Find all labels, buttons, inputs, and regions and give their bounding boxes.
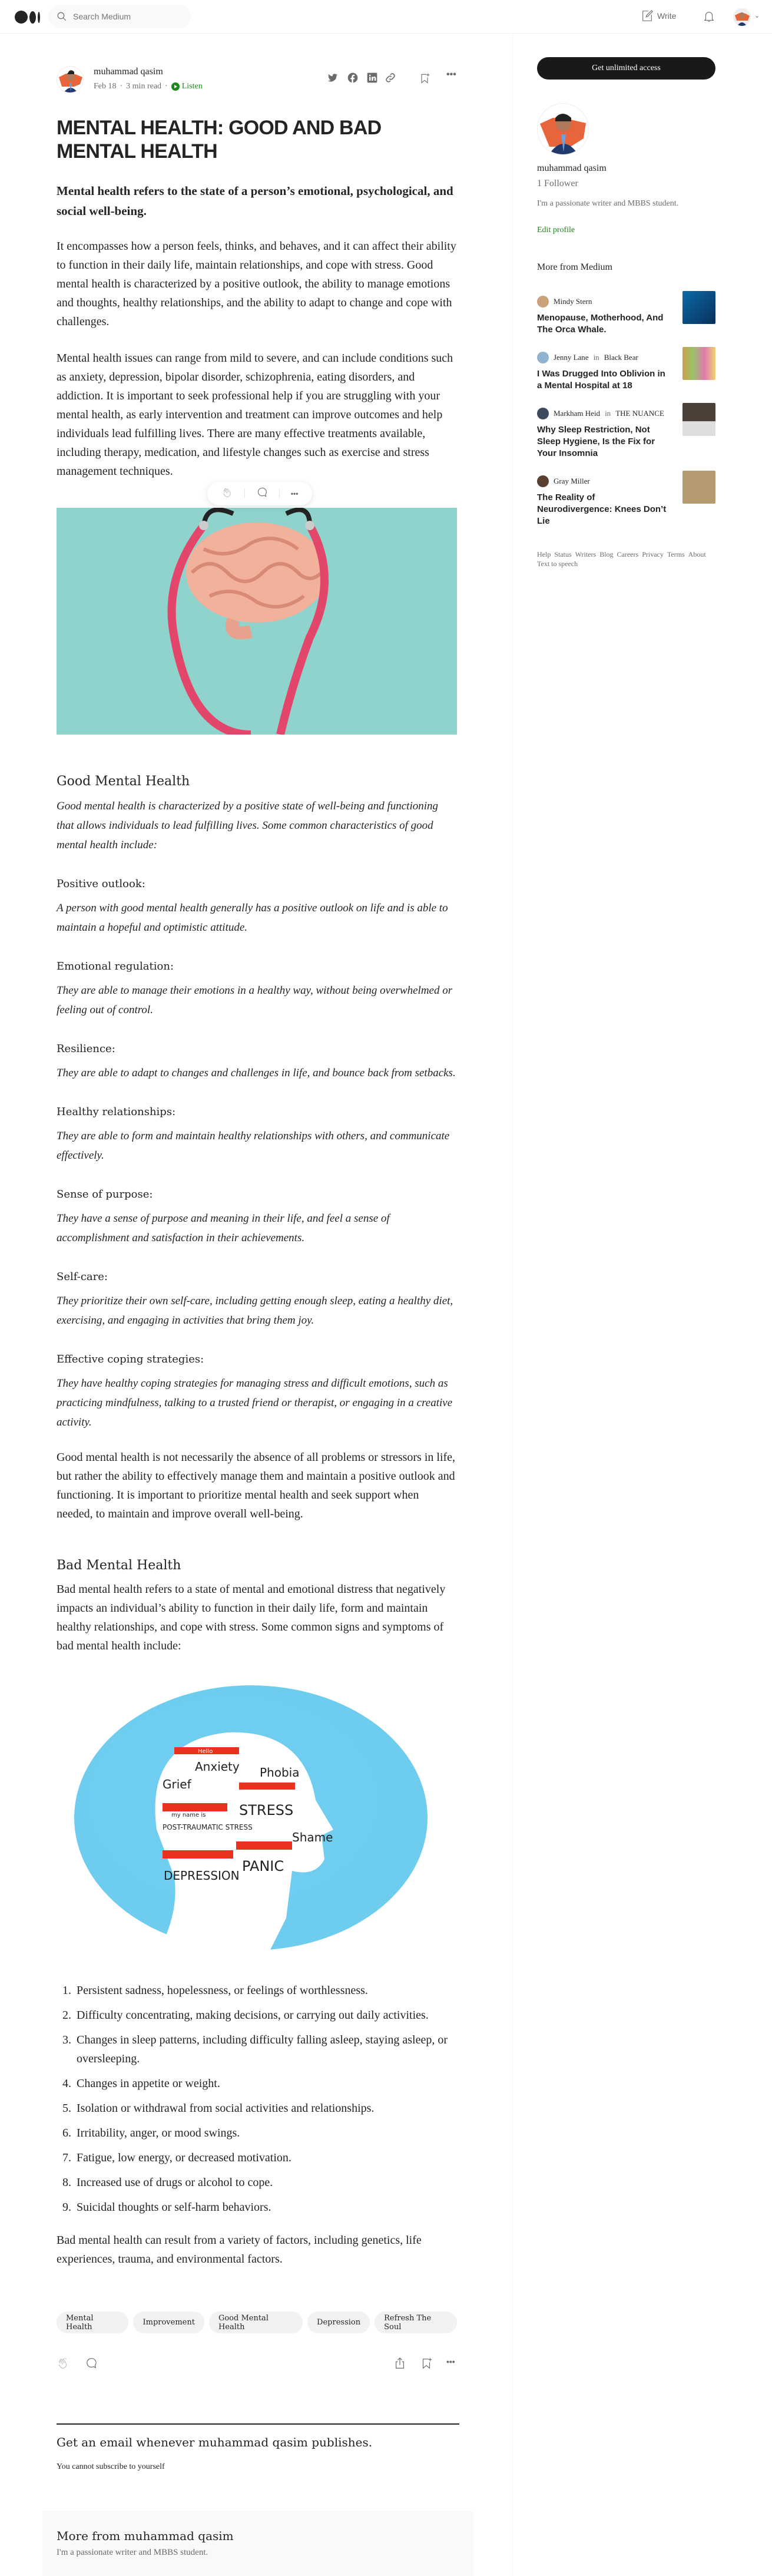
article-actions [57, 2357, 457, 2371]
mental-health-head-image [57, 1682, 457, 1965]
paragraph: Bad mental health refers to a state of mental and emotional distress that negatively impacts an individual’s ability to function in their daily life, form and maintain healthy relationships, and cope with stress. Some common signs and symptoms of bad mental health include: [57, 1583, 446, 1652]
subscribe-note: You cannot subscribe to yourself [57, 2462, 165, 2471]
image-word: Shame [292, 1830, 333, 1844]
trait-text: They are able to adapt to changes and challenges in life, and bounce back from setbacks. [57, 1067, 456, 1079]
more-options-icon[interactable]: ••• [446, 70, 456, 80]
in-label: in [605, 409, 611, 418]
footer-link[interactable]: Blog [599, 550, 614, 558]
trait-text: They prioritize their own self-care, including getting enough sleep, eating a healthy diet, exercising, and engaging in activities that bring them joy. [57, 1295, 453, 1327]
article-meta: Feb 18 · 3 min read · Listen [94, 82, 203, 91]
story-author[interactable]: Mindy Stern [554, 297, 592, 306]
more-from-author [42, 2511, 473, 2576]
footer-link[interactable]: Terms [667, 550, 685, 558]
author-avatar[interactable] [57, 66, 84, 93]
user-avatar[interactable] [733, 8, 751, 26]
italic-paragraph: Good mental health is characterized by a positive state of well-being and functioning that allows individuals to lead fulfilling lives. Some common characteristics of good mental health include: [57, 800, 439, 851]
bookmark-add-icon[interactable] [419, 72, 430, 85]
follower-count[interactable]: 1 Follower [537, 178, 578, 189]
profile-bio: I'm a passionate writer and MBBS student. [537, 199, 679, 208]
clap-icon[interactable] [221, 487, 233, 501]
more-from-author-title[interactable]: More from muhammad qasim [57, 2529, 234, 2543]
story-thumbnail[interactable] [682, 403, 715, 436]
listen-button[interactable] [171, 82, 203, 91]
in-label: in [593, 353, 599, 362]
trait-heading: Emotional regulation: [57, 960, 174, 973]
tag[interactable]: Depression [307, 2312, 370, 2333]
recommended-story[interactable] [537, 352, 716, 392]
list-item: 9. Suicidal thoughts or self-harm behaviors. [74, 2198, 457, 2217]
author-avatar [537, 408, 549, 419]
tag-list [57, 2312, 457, 2333]
good-traits [57, 875, 457, 1432]
bookmark-add-icon[interactable] [420, 2357, 433, 2373]
story-publication[interactable]: THE NUANCE [615, 409, 664, 418]
tag[interactable]: Refresh The Soul [375, 2312, 457, 2333]
author-name[interactable]: muhammad qasim [94, 67, 163, 77]
symptoms-list [57, 1981, 457, 2217]
write-label: Write [657, 11, 677, 21]
share-icon[interactable] [393, 2357, 406, 2373]
read-time: 3 min read [126, 82, 162, 91]
image-word: POST-TRAUMATIC STRESS [163, 1823, 253, 1831]
search-box[interactable] [48, 5, 191, 28]
story-author[interactable]: Gray Miller [554, 477, 590, 485]
list-item: 3. Changes in sleep patterns, including difficulty falling asleep, staying asleep, or oversleeping. [74, 2031, 457, 2068]
divider [279, 489, 280, 498]
trait-heading: Resilience: [57, 1043, 115, 1055]
medium-logo[interactable] [15, 11, 40, 24]
story-thumbnail[interactable] [682, 347, 715, 380]
profile-avatar[interactable] [537, 103, 589, 155]
tag[interactable]: Good Mental Health [209, 2312, 303, 2333]
chevron-down-icon[interactable]: ⌄ [754, 12, 760, 19]
article [57, 34, 457, 2371]
edit-profile-link[interactable]: Edit profile [537, 226, 575, 234]
facebook-icon[interactable] [347, 72, 359, 84]
author-avatar [537, 352, 549, 363]
recommended-story[interactable] [537, 296, 716, 336]
author-avatar [537, 296, 549, 307]
comment-icon[interactable] [85, 2357, 98, 2373]
story-title[interactable]: The Reality of Neurodivergence: Knees Don’t Lie [537, 492, 667, 526]
section-heading: Bad Mental Health [57, 1558, 181, 1573]
write-button[interactable] [641, 9, 676, 22]
paragraph: It encompasses how a person feels, thinks, and behaves, and it can affect their ability to function in their daily life, maintain relationships, and cope with stress. Good mental health is characterized by a positive outlook, the ability to manage emotions and thoughts, healthy relationships, and the ability to adapt to change and cope with challenges. [57, 240, 456, 328]
divider [57, 2423, 459, 2425]
footer-link[interactable]: Careers [617, 550, 639, 558]
write-icon [641, 9, 654, 22]
copy-link-icon[interactable] [385, 72, 396, 84]
story-author[interactable]: Jenny Lane [554, 353, 589, 362]
article-subtitle: Mental health refers to the state of a person’s emotional, psychological, and social well-being. [57, 184, 453, 218]
tag[interactable]: Improvement [133, 2312, 204, 2333]
paragraph: Bad mental health can result from a variety of factors, including genetics, life experiences, trauma, and environmental factors. [57, 2234, 422, 2266]
list-item: 8. Increased use of drugs or alcohol to cope. [74, 2173, 457, 2192]
more-options-icon[interactable]: ••• [446, 2357, 455, 2366]
trait-text: A person with good mental health generally has a positive outlook on life and is able to maintain a hopeful and optimistic attitude. [57, 902, 448, 934]
linkedin-icon[interactable] [366, 72, 378, 84]
story-title[interactable]: I Was Drugged Into Oblivion in a Mental Hospital at 18 [537, 369, 665, 391]
image-word: PANIC [242, 1858, 284, 1874]
play-icon [171, 82, 180, 91]
tag[interactable]: Mental Health [57, 2312, 128, 2333]
listen-label: Listen [181, 82, 203, 91]
image-word: my name is [171, 1812, 206, 1818]
paragraph: Mental health issues can range from mild to severe, and can include conditions such as anxiety, depression, bipolar disorder, schizophrenia, eating disorders, and addiction. It is important to seek professional help if you are struggling with your mental health, as early intervention and treatment can improve outcomes and help individuals lead fulfilling lives. There are many effective treatments available, including therapy, medication, and lifestyle changes such as exercise and stress management techniques. [57, 352, 453, 478]
image-word: Phobia [260, 1765, 300, 1780]
list-item: 4. Changes in appetite or weight. [74, 2074, 457, 2093]
footer-link[interactable]: Text to speech [537, 560, 578, 568]
sidebar-divider [512, 34, 513, 2576]
trait-text: They are able to form and maintain healthy relationships with others, and communicate effectively. [57, 1130, 450, 1162]
footer-links [537, 550, 714, 568]
image-word: Anxiety [195, 1760, 240, 1774]
list-item: 6. Irritability, anger, or mood swings. [74, 2124, 457, 2142]
profile-name[interactable]: muhammad qasim [537, 163, 607, 173]
story-thumbnail[interactable] [682, 471, 715, 504]
trait-heading: Sense of purpose: [57, 1188, 153, 1201]
search-icon [57, 11, 67, 22]
trait-text: They have a sense of purpose and meaning in their life, and feel a sense of accomplishment and satisfaction in their achievements. [57, 1212, 390, 1244]
trait-heading: Positive outlook: [57, 878, 145, 890]
section-heading: Good Mental Health [57, 774, 190, 789]
article-title: MENTAL HEALTH: GOOD AND BAD MENTAL HEALTH [57, 117, 382, 163]
twitter-icon[interactable] [327, 72, 339, 84]
divider [244, 489, 245, 498]
author-avatar [537, 475, 549, 487]
brain-stethoscope-image [57, 508, 457, 735]
get-unlimited-access-button[interactable]: Get unlimited access [537, 57, 715, 80]
trait-text: They are able to manage their emotions in a healthy way, without being overwhelmed or feeling out of control. [57, 984, 453, 1016]
trait-heading: Effective coping strategies: [57, 1353, 204, 1365]
footer-link[interactable]: Writers [575, 550, 597, 558]
publish-date: Feb 18 [94, 82, 117, 91]
story-title[interactable]: Why Sleep Restriction, Not Sleep Hygiene, Is the Fix for Your Insomnia [537, 425, 655, 458]
image-word: Hello [198, 1748, 213, 1755]
story-author[interactable]: Markham Heid [554, 409, 601, 418]
more-from-medium-heading: More from Medium [537, 262, 612, 272]
author-bio: I'm a passionate writer and MBBS student. [57, 2548, 208, 2557]
list-item: 5. Isolation or withdrawal from social activities and relationships. [74, 2099, 457, 2118]
search-input[interactable] [73, 12, 173, 21]
recommended-story[interactable] [537, 408, 716, 459]
footer-link[interactable]: About [688, 550, 706, 558]
subscribe-heading: Get an email whenever muhammad qasim publishes. [57, 2435, 373, 2449]
story-publication[interactable]: Black Bear [604, 353, 638, 362]
list-item: 7. Fatigue, low energy, or decreased motivation. [74, 2148, 457, 2167]
recommended-story[interactable] [537, 475, 716, 527]
image-word: STRESS [239, 1802, 294, 1818]
list-item: 1. Persistent sadness, hopelessness, or feelings of worthlessness. [74, 1981, 457, 2000]
trait-text: They have healthy coping strategies for managing stress and difficult emotions, such as practicing mindfulness, talking to a trusted friend or therapist, or engaging in a creative activity. [57, 1377, 453, 1428]
comment-icon[interactable] [256, 487, 268, 501]
top-nav [0, 0, 772, 34]
image-word: DEPRESSION [164, 1869, 240, 1883]
more-options-icon[interactable]: ••• [290, 490, 299, 498]
footer-link[interactable]: Privacy [642, 550, 664, 558]
trait-heading: Healthy relationships: [57, 1106, 176, 1118]
story-thumbnail[interactable] [682, 291, 715, 324]
floating-action-bar [207, 482, 312, 505]
author-row [57, 66, 457, 94]
footer-link[interactable]: Status [554, 550, 572, 558]
footer-link[interactable]: Help [537, 550, 551, 558]
story-title[interactable]: Menopause, Motherhood, And The Orca Whale. [537, 313, 664, 335]
clap-icon[interactable] [57, 2357, 69, 2373]
list-item: 2. Difficulty concentrating, making decisions, or carrying out daily activities. [74, 2006, 457, 2025]
trait-heading: Self-care: [57, 1271, 108, 1283]
image-word: Grief [163, 1777, 191, 1791]
figure-1 [57, 490, 457, 735]
notifications-bell-icon[interactable] [703, 9, 715, 24]
paragraph: Good mental health is not necessarily the absence of all problems or stressors in life, but rather the ability to effectively manage them and maintain a positive outlook and functioning. It is important to prioritize mental health and seek support when needed, to maintain and improve overall well-being. [57, 1451, 456, 1520]
